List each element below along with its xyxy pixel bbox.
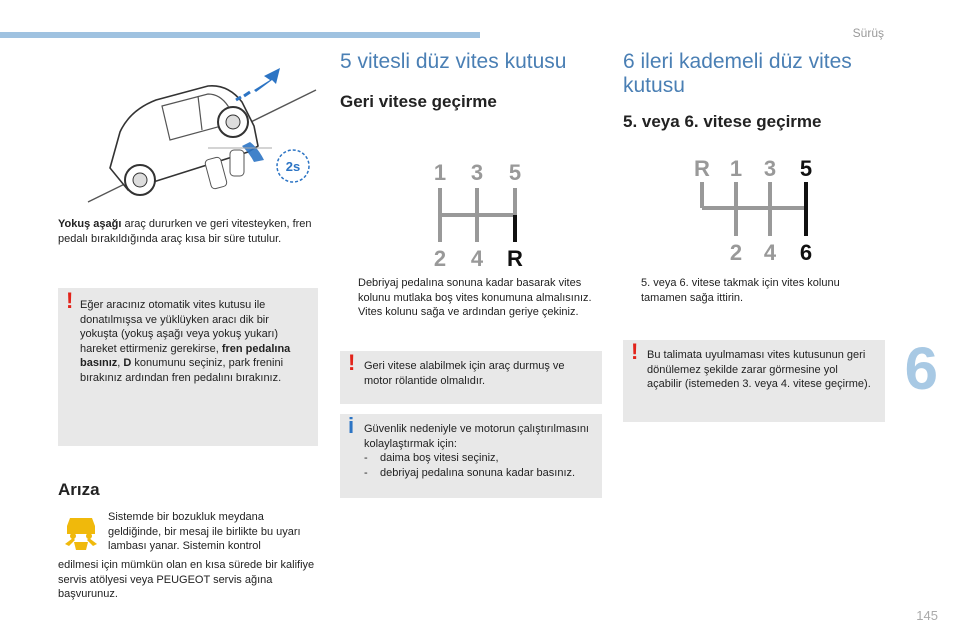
- column-six-speed: [623, 50, 885, 132]
- gear-label-6: 6: [799, 240, 813, 265]
- gear-label-5: 5: [799, 156, 813, 181]
- list-item: - daima boş vitesi seçiniz,: [364, 452, 499, 464]
- gear-label-3: 3: [470, 160, 484, 185]
- automatic-gearbox-warning: ! Eğer aracınız otomatik vites kutusu ile donatılmışsa ve yüklüyken aracı dik bir yokuşta (yokuş aşağı veya yokuş yukarı) hareket ettirmeniz gerekirse, fren pedalına basınız, D konumunu seçiniz, park frenini bırakınız ardından fren pedalını bırakınız.: [58, 288, 318, 446]
- warning-icon: !: [348, 350, 356, 375]
- five-speed-title: 5 vitesli düz vites kutusu: [340, 50, 567, 73]
- gear-label-4: 4: [763, 240, 777, 265]
- fault-text-continued: edilmesi için mümkün olan en kısa sürede bir kalifiye servis atölyesi veya PEUGEOT servis ağına başvurunuz.: [58, 559, 315, 600]
- gear-label-1: 1: [433, 160, 447, 185]
- gear-label-3: 3: [763, 156, 777, 181]
- column-five-speed: [340, 50, 602, 112]
- six-speed-gear-pattern: [682, 152, 832, 268]
- list-item: 5. veya 6. vitese takmak için vites kolunu tamamen sağa ittirin.: [641, 277, 840, 304]
- list-item: - debriyaj pedalına sonuna kadar basınız.: [364, 466, 576, 479]
- gear-label-2: 2: [729, 240, 743, 265]
- reverse-warning: ! Geri vitese alabilmek için araç durmuş ve motor rölantide olmalıdır.: [340, 351, 602, 404]
- chapter-number: 6: [904, 335, 938, 402]
- gearbox-damage-warning: ! Bu talimata uyulmaması vites kutusunun geri dönülemez şekilde zarar görmesine yol açabilir (istemeden 3. veya 4. vitese geçirme).: [623, 340, 885, 422]
- fifth-sixth-steps: [625, 276, 880, 305]
- gear-label-4: 4: [470, 246, 484, 271]
- gear-label-2: 2: [433, 246, 447, 271]
- list-item: Debriyaj pedalına sonuna kadar basarak vites kolunu mutlaka boş vites konumuna almalısınız.: [358, 277, 592, 304]
- info-icon: i: [348, 413, 355, 438]
- six-speed-title: 6 ileri kademeli düz vites kutusu: [623, 50, 852, 97]
- list-item: Vites kolunu sağa ve ardından geriye çekiniz.: [358, 306, 579, 318]
- gear-label-5: 5: [508, 160, 522, 185]
- header-bar: [0, 32, 480, 38]
- five-speed-gear-pattern: [420, 156, 540, 274]
- hill-description: Yokuş aşağı araç dururken ve geri vitesteyken, fren pedalı bırakıldığında araç kısa bir süre tutulur.: [58, 218, 312, 245]
- fault-title: Arıza: [58, 480, 100, 499]
- fifth-sixth-subtitle: 5. veya 6. vitese geçirme: [623, 112, 822, 131]
- warning-icon: !: [66, 288, 74, 313]
- fault-text: Sistemde bir bozukluk meydana geldiğinde, bir mesaj ile birlikte bu uyarı lambası yanar. Sistemin kontrol: [108, 511, 301, 552]
- reverse-steps-list: [342, 276, 597, 320]
- safety-info: i Güvenlik nedeniyle ve motorun çalıştırılmasını kolaylaştırmak için: - daima boş vitesi seçiniz, - debriyaj pedalına sonuna kadar basınız.: [340, 414, 602, 498]
- reverse-gear-subtitle: Geri vitese geçirme: [340, 92, 497, 111]
- timer-badge: 2s: [285, 159, 301, 174]
- gear-label-r: R: [507, 246, 523, 271]
- section-name: Sürüş: [852, 26, 884, 40]
- gear-label-r: R: [694, 156, 710, 181]
- page-number: 145: [916, 608, 938, 623]
- fault-warning-lamp-icon: [62, 512, 100, 552]
- gear-label-1: 1: [729, 156, 743, 181]
- column-hill-start: [58, 50, 318, 246]
- car-on-slope-illustration: [58, 50, 318, 208]
- warning-icon: !: [631, 339, 639, 364]
